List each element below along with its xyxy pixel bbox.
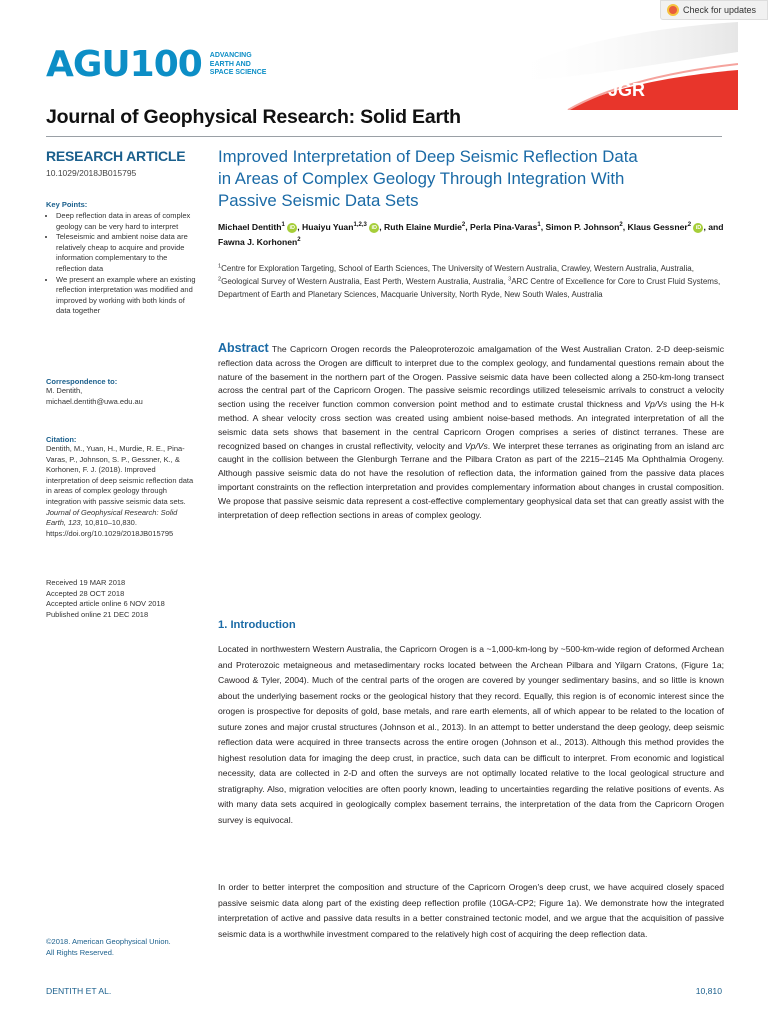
author-sup: 2: [461, 222, 466, 229]
citation-body: [46, 444, 196, 539]
vp-vs-ratio: Vp/Vs: [464, 440, 488, 451]
jgr-badge-text: JGR: [608, 80, 646, 100]
copyright-line: All Rights Reserved.: [46, 948, 114, 957]
affil-sup: 1: [218, 263, 222, 270]
orcid-icon[interactable]: iD: [287, 223, 297, 233]
journal-title: Journal of Geophysical Research: Solid Earth: [46, 106, 461, 128]
running-footer-authors: DENTITH ET AL.: [46, 986, 112, 996]
affiliation: ARC Centre of Excellence for Core to Crust Fluid Systems, Department of Earth and Planetary Sciences, Macquarie University, North Ryde, New South Wales, Australia: [218, 277, 721, 299]
citation-text: Dentith, M., Yuan, H., Murdie, R. E., Pina-Varas, P., Johnson, S. P., Gessner, K., & Korhonen, F. J. (2018). Improved interpretation of deep seismic reflection data in areas of complex geology through integration with passive seismic data sets.: [46, 444, 194, 506]
correspondence: [46, 377, 196, 407]
correspondence-heading: Correspondence to:: [46, 377, 118, 386]
correspondence-email[interactable]: michael.dentith@uwa.edu.au: [46, 396, 143, 406]
check-updates-label: Check for updates: [683, 5, 757, 15]
orcid-icon[interactable]: iD: [369, 223, 379, 233]
author[interactable]: Michael Dentith: [218, 222, 282, 232]
check-for-updates-button[interactable]: [660, 0, 768, 20]
author-sup: 2: [687, 222, 692, 229]
date-published: Published online 21 DEC 2018: [46, 609, 149, 619]
jgr-badge: [508, 22, 738, 110]
section-title: 1. Introduction: [218, 619, 296, 631]
date-accepted-online: Accepted article online 6 NOV 2018: [46, 599, 165, 609]
author-sup: 2: [619, 222, 623, 229]
agu-tagline-line: ADVANCING: [209, 52, 252, 60]
article-title: Improved Interpretation of Deep Seismic Reflection Data in Areas of Complex Geology Through Integration With Passive Seismic Data Sets: [218, 147, 638, 210]
author[interactable]: Ruth Elaine Murdie: [384, 222, 462, 232]
author[interactable]: Simon P. Johnson: [545, 222, 620, 232]
badge-red-swoosh: [568, 70, 738, 110]
page-number: 10,810: [695, 986, 722, 996]
author-sup: 1: [281, 222, 285, 229]
author-list: Michael Dentith$^1$ iD , Huaiyu Yuan$^{1,2,3}$ iD , Ruth Elaine Murdie$^2$, Perla Pina-Varas$^1$, Simon P. Johnson$^2$, Klaus Gessner$^2$ iD , and Fawna J. Korhonen$^2$: [218, 222, 724, 247]
author[interactable]: Fawna J. Korhonen: [218, 237, 298, 247]
correspondence-name: M. Dentith,: [46, 386, 83, 395]
author-sup: 1,2,3: [353, 222, 367, 229]
key-point: • Deep reflection data in areas of complex geology can be very hard to interpret: [56, 211, 196, 232]
abstract-text: using the H-k method. A shear velocity cross section was created using ambient noise-based methods. An integrated interpretation of all the seismic data sets shows that basement in the central Capricorn Orogen comprises a series of distinct terranes. These are recognized based on changes in crustal reflectivity, velocity and: [218, 399, 724, 451]
affil-sup: 3: [508, 276, 512, 283]
key-points-list: [46, 211, 196, 317]
badge-swoosh: [508, 22, 738, 82]
article-type: RESEARCH ARTICLE: [46, 148, 186, 164]
affiliations: [218, 262, 724, 301]
date-received: Received 19 MAR 2018: [46, 578, 126, 587]
key-point: • Teleseismic and ambient noise data are relatively cheap to acquire and provide information complementary to the reflection data: [56, 232, 196, 274]
header-divider: [46, 136, 722, 137]
agu-logo-text: AGU100: [46, 44, 202, 85]
author-sup: 2: [297, 237, 301, 244]
author-sup: 1: [537, 222, 541, 229]
agu-tagline-line: SPACE SCIENCE: [209, 69, 267, 77]
citation-heading: Citation:: [46, 435, 77, 444]
vp-vs-ratio: Vp/Vs: [644, 399, 668, 410]
crossmark-icon: [667, 4, 679, 16]
copyright-line: ©2018. American Geophysical Union.: [46, 937, 171, 946]
key-points-heading: Key Points:: [46, 200, 88, 209]
doi[interactable]: 10.1029/2018JB015795: [46, 168, 137, 178]
author[interactable]: Klaus Gessner: [627, 222, 688, 232]
article-dates: [46, 578, 196, 620]
key-point: • We present an example where an existing reflection interpretation was modified and improved by working with both kinds of data together: [56, 275, 196, 317]
citation-pages[interactable]: 10,810–10,830. https://doi.org/10.1029/2018JB015795: [46, 518, 174, 538]
copyright: [46, 936, 206, 958]
agu-logo: [46, 46, 280, 84]
author[interactable]: Huaiyu Yuan: [302, 222, 354, 232]
citation-journal: Journal of Geophysical Research: Solid Earth, 123,: [46, 507, 178, 528]
author[interactable]: Perla Pina-Varas: [470, 222, 538, 232]
intro-paragraph: In order to better interpret the composition and structure of the Capricorn Orogen's deep crust, we have acquired closely spaced passive seismic data along part of the existing deep reflection profile (10GA-CP2; Figure 1a). We demonstrate how the integrated interpretation of active and passive data results in a better constrained tectonic model, and we argue that the acquisition of passive seismic data is a worthwhile investment compared to the relatively high cost of acquiring the deep reflection data.: [218, 882, 724, 939]
key-points: [46, 200, 196, 317]
abstract-heading: Abstract: [218, 341, 269, 355]
agu-tagline: [210, 52, 280, 78]
citation: [46, 435, 196, 539]
agu-tagline-line: EARTH AND: [209, 60, 251, 68]
abstract-text: The Capricorn Orogen records the Paleoproterozoic amalgamation of the West Australian Craton. 2-D deep-seismic reflection data across the Orogen are difficult to interpret due to the complex geology, and fundamental questions remain about the nature of the basement in the northern part of the Orogen. Passive seismic data have been collected along a 250-km-long transect across the central part of the Capricorn Orogen. The passive seismic recordings utilized teleseismic arrivals to construct a velocity section using the receiver function common conversion point method and to estimate crustal thickness and: [218, 344, 724, 410]
orcid-icon[interactable]: iD: [693, 223, 703, 233]
date-accepted: Accepted 28 OCT 2018: [46, 588, 125, 598]
affiliation: Centre for Exploration Targeting, School of Earth Sciences, The University of Western Australia, Crawley, Western Australia, Australia,: [221, 264, 694, 273]
abstract: [218, 342, 724, 522]
affiliation: Geological Survey of Western Australia, East Perth, Western Australia, Australia,: [221, 277, 509, 286]
abstract-text: . We interpret these terranes as originating from an island arc caught in the collision between the Glenburgh Terrane and the Pilbara Craton as part of the 2215–2145 Ma Ophthalmia Orogeny. Although passive seismic data do not have the resolution of reflection data, the information gained from the passive data places important constraints on the reflection interpretation and provides complementary information about changes in crustal composition. We propose that passive seismic data represent a cost-effective complementary geophysical data set that can greatly assist with the interpretation of deep reflection sections in areas of complex geology.: [218, 440, 724, 520]
affil-sup: 2: [218, 276, 222, 283]
intro-paragraph: Located in northwestern Western Australia, the Capricorn Orogen is a ~1,000-km-long by ~500-km-wide region of deformed Archean and Proterozoic metaigneous and metasedimentary rocks located between the Archean Pilbara and Yilgarn Cratons, (Figure 1a; Cawood & Tyler, 2004). Much of the central parts of the orogen are covered by younger sedimentary basins, and so little is known about the underlying basement rocks or the geological history that they record. Equally, this region is of economic interest since the orogen is prospective for deposits of gold, base metals, and rare earth elements, all of which appear to be related to the location of suture zones and major crustal structures (Johnson et al., 2013). In an attempt to better understand the deep geology, deep seismic reflection data were acquired in three transects across the entire orogen (Johnson et al., 2013). Although this method provides the highest resolution data for imaging the deep crust, in practice, such data can be difficult to interpret. From economic and logistical necessity, data are collected in 2-D and often the surveys are not optimally located relative to the local geological structure and stratigraphy. Also, migration velocities are often poorly known, leading to uncertainties regarding the relative positions of events. As with many data sets acquired in geologically complex basement terrains, the interpretation of the data from the Capricorn Orogen survey is equivocal.: [218, 644, 724, 825]
